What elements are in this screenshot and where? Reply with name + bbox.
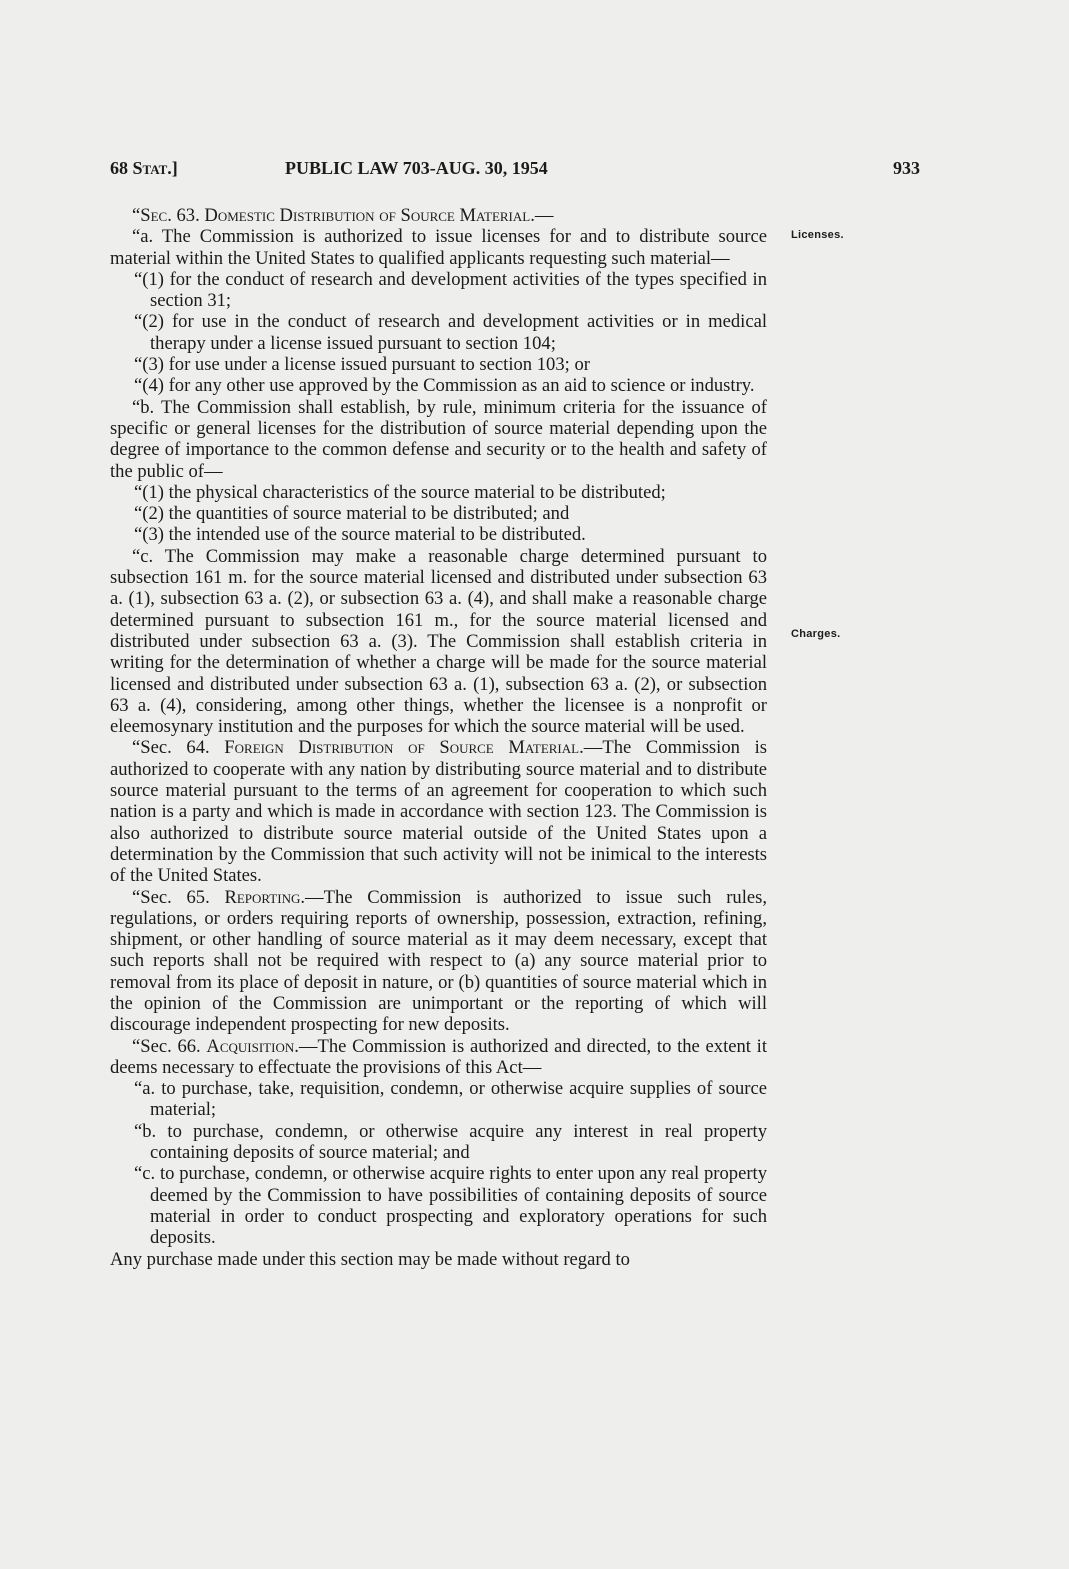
sec63-a4: “(4) for any other use approved by the Commission as an aid to science or industry. [134,375,755,397]
sec63-b-intro: “b. The Commission shall establish, by rule, minimum criteria for the issuance of specific or general licenses for the distribution of source material depending upon the degree of importance to the common defense and security or to the health and safety of the public of— [110,396,767,482]
sec63-a-intro: “a. The Commission is authorized to issue licenses for and to distribute source material within the United States to qualified applicants requesting such material— [110,226,767,269]
sec65-title: Reporting. [224,886,305,908]
sec65-lead: “Sec. 65. [132,886,225,908]
sec66-text: —The Commission is authorized and directed, to the extent it deems necessary to effectuate the provisions of this Act— [110,1035,767,1078]
sec66-lead: “Sec. 66. [132,1035,207,1057]
sec64-paragraph [110,737,767,886]
margin-note-charges: Charges. [791,628,841,640]
sec64-text: —The Commission is authorized to cooperate with any nation by distributing source material and to distribute source material pursuant to the terms of an agreement for cooperation to which such nation is a party and which is made in accordance with section 123. The Commission is also authorized to distribute source material outside of the United States upon a determination by the Commission that such activity will not be inimical to the interests of the United States. [110,737,767,887]
sec63-b3: “(3) the intended use of the source material to be distributed. [134,524,586,546]
sec63-heading: “Sec. 63. Domestic Distribution of Source Material.— [132,205,554,226]
sec66-c: “c. to purchase, condemn, or otherwise acquire rights to enter upon any real property deemed by the Commission to have possibilities of containing deposits of source material in order to conduct prospecting and exploratory operations for such deposits. [134,1163,767,1249]
statute-reference: 68 Stat.] [110,158,178,178]
document-body [110,205,767,1270]
sec66-tail: Any purchase made under this section may be made without regard to [110,1248,630,1270]
sec64-title: Foreign Distribution of Source Material. [224,737,584,759]
sec66-paragraph [110,1036,767,1079]
sec63-a2: “(2) for use in the conduct of research and development activities or in medical therapy under a license issued pursuant to section 104; [134,311,767,354]
sec64-lead: “Sec. 64. [132,737,225,759]
sec65-paragraph [110,887,767,1036]
sec65-text: —The Commission is authorized to issue such rules, regulations, or orders requiring reports of ownership, possession, extraction, refining, shipment, or other handling of source material as it may deem necessary, except that such reports shall not be required with respect to (a) any source material prior to removal from its place of deposit in nature, or (b) quantities of source material which in the opinion of the Commission are unimportant or the reporting of which will discourage independent prospecting for new deposits. [110,886,767,1036]
sec66-a: “a. to purchase, take, requisition, condemn, or otherwise acquire supplies of source material; [134,1078,767,1121]
page-number: 933 [893,158,920,178]
sec63-b1: “(1) the physical characteristics of the source material to be distributed; [134,481,666,503]
sec66-title: Acquisition. [206,1035,299,1057]
margin-note-licenses: Licenses. [791,229,844,241]
sec63-a1: “(1) for the conduct of research and development activities of the types specified in section 31; [134,268,767,312]
sec66-b: “b. to purchase, condemn, or otherwise acquire any interest in real property containing deposits of source material; and [134,1120,767,1164]
sec63-c: “c. The Commission may make a reasonable charge determined pursuant to subsection 161 m. for the source material licensed and distributed under subsection 63 a. (1), subsection 63 a. (2), or subsection 63 a. (4), and shall make a reasonable charge determined pursuant to subsection 161 m., for the source material licensed and distributed under subsection 63 a. (3). The Commission shall establish criteria in writing for the determination of whether a charge will be made for the source material licensed and distributed under subsection 63 a. (1), subsection 63 a. (2), or subsection 63 a. (4), considering, among other things, whether the licensee is a nonprofit or eleemosynary institution and the purposes for which the source material will be used. [110,545,767,738]
sec63-b2: “(2) the quantities of source material to be distributed; and [134,503,570,525]
sec63-a3: “(3) for use under a license issued pursuant to section 103; or [134,354,590,376]
public-law-title: PUBLIC LAW 703-AUG. 30, 1954 [285,158,548,178]
page-header [110,158,920,186]
